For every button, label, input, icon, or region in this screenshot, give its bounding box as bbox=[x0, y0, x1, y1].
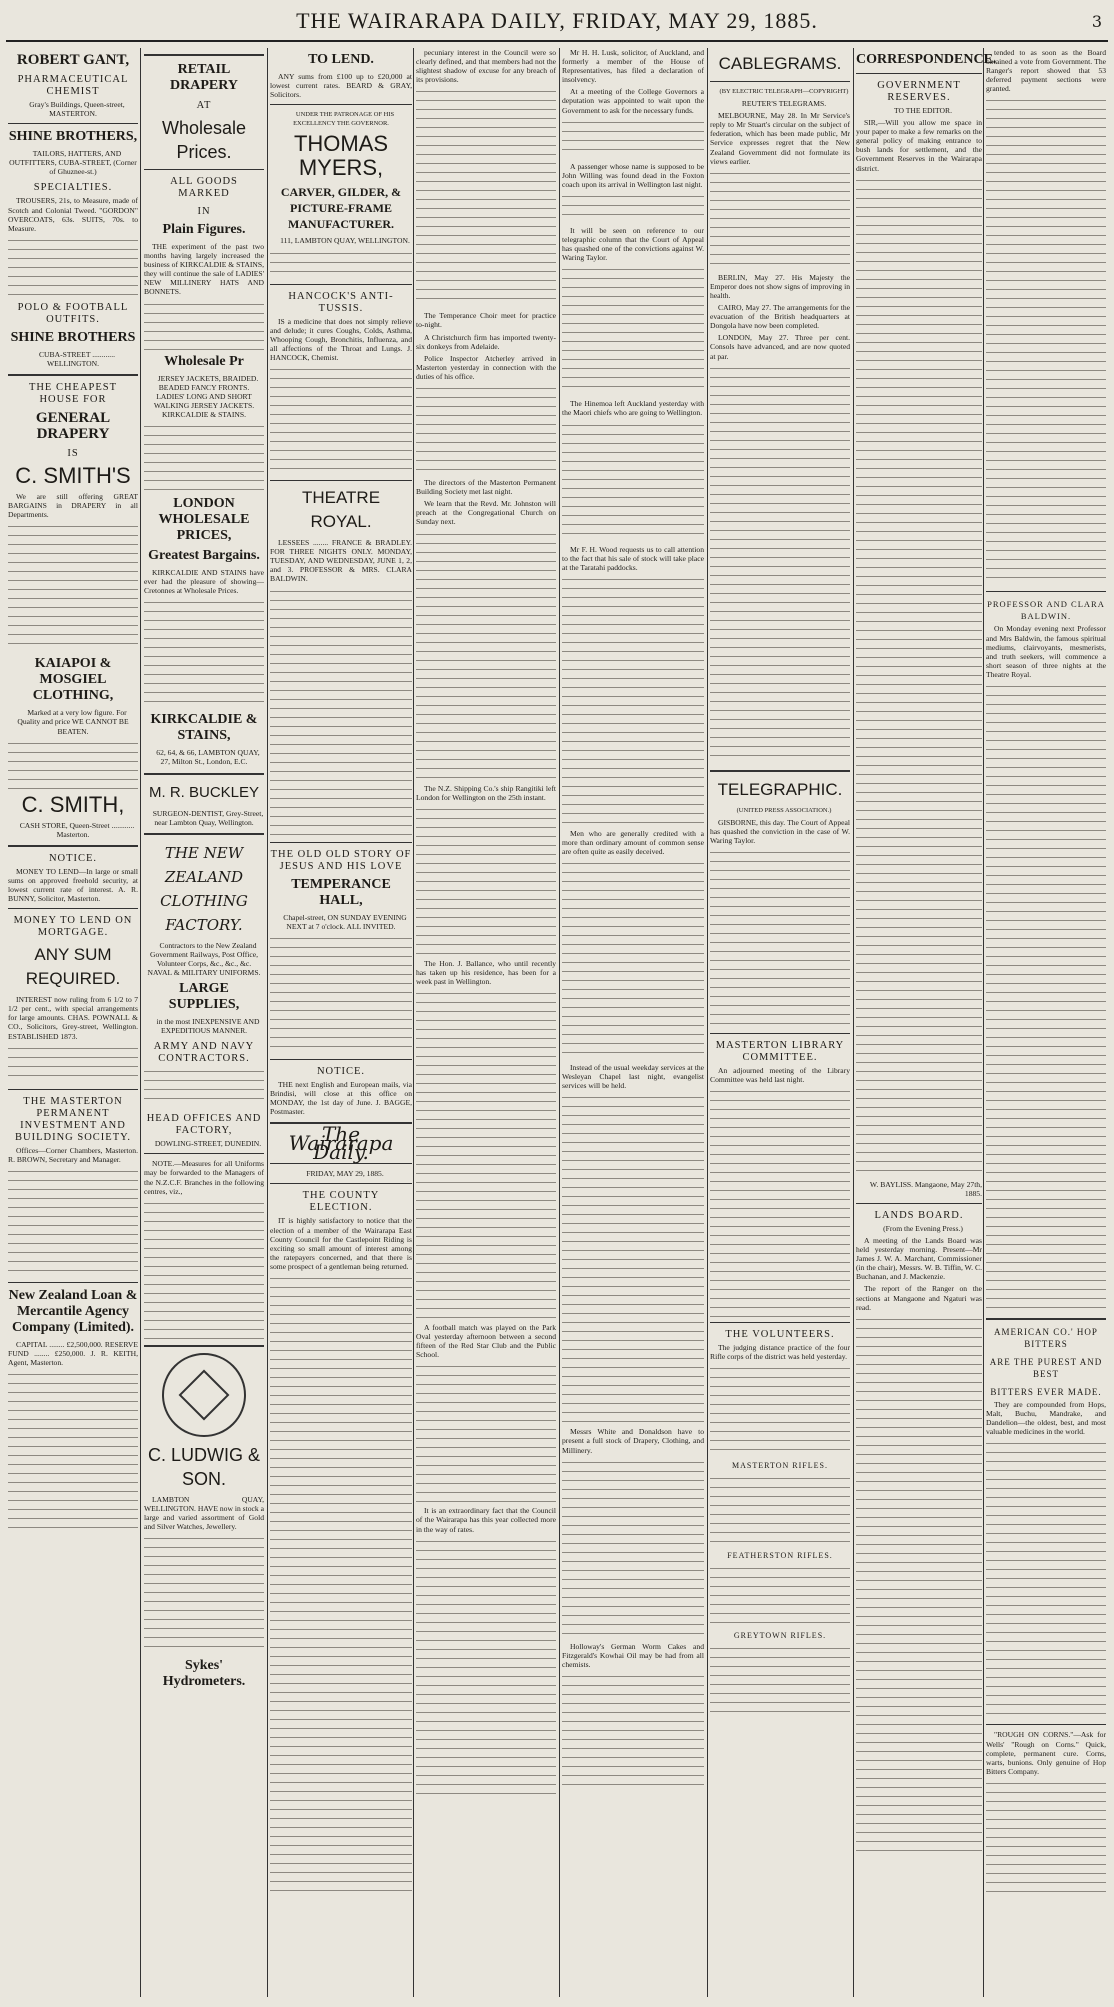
column-2 bbox=[144, 48, 264, 1998]
section-subheading: (UNITED PRESS ASSOCIATION.) bbox=[736, 806, 832, 814]
ad-body-text bbox=[986, 1779, 1106, 1899]
article-body-text bbox=[710, 364, 850, 764]
ad-heading: LARGE SUPPLIES, bbox=[168, 981, 240, 1013]
ad-body-text bbox=[270, 934, 412, 1054]
ad-subheading: PHARMACEUTICAL CHEMIST bbox=[17, 74, 129, 97]
crest-logo bbox=[162, 1353, 246, 1437]
article-signature: W. BAYLISS. Mangaone, May 27th, 1885. bbox=[869, 1179, 982, 1198]
ad-text: CAPITAL ........ £2,500,000. RESERVE FUND ........ £250,000. J. R. KEITH, Agent, Masterton. bbox=[8, 1339, 138, 1367]
article-body-text bbox=[562, 1672, 704, 1792]
newspaper-title: THE WAIRARAPA DAILY, FRIDAY, MAY 29, 1885. bbox=[296, 8, 818, 33]
ad-heading: Wholesale Prices. bbox=[161, 118, 247, 162]
column-separator bbox=[413, 48, 414, 1997]
column-1 bbox=[8, 48, 138, 1998]
article-text: SIR,—Will you allow me space in your paper to make a few remarks on the general policy of making entrance to bush lands for settlement, and the Government Reserves in the Wairarapa district. bbox=[856, 118, 982, 173]
ad-heading: C. SMITH'S bbox=[15, 463, 131, 489]
section-heading: CABLEGRAMS. bbox=[718, 54, 842, 73]
article-body-text bbox=[562, 575, 704, 825]
column-8 bbox=[986, 48, 1106, 1998]
ad-body-text bbox=[986, 1439, 1106, 1719]
article-text: The Hinemoa left Auckland yesterday with the Maori chiefs who are going to Wellington. bbox=[562, 399, 704, 418]
ad-subheading: NOTICE. bbox=[316, 1065, 366, 1077]
ad-subheading: ALL GOODS MARKED bbox=[170, 176, 238, 199]
column-separator bbox=[140, 48, 141, 1997]
page-number: 3 bbox=[1091, 12, 1102, 31]
section-heading: TELEGRAPHIC. bbox=[717, 779, 843, 799]
ad-text: THE next English and European mails, via Brindisi, will close at this office on MONDAY, the 1st day of June. J. BAGGE, Postmaster. bbox=[270, 1079, 412, 1116]
ad-heading: ARE THE PUREST AND BEST bbox=[989, 1357, 1103, 1380]
article-body-text bbox=[562, 1093, 704, 1423]
ad-subheading: HANCOCK'S ANTI-TUSSIS. bbox=[288, 290, 394, 314]
article-body-text bbox=[710, 1474, 850, 1544]
ad-heading: M. R. BUCKLEY bbox=[148, 783, 260, 801]
article-body-text bbox=[416, 805, 556, 955]
article-text: A football match was played on the Park Oval yesterday afternoon between a second fifteen of the Red Star Club and the Public School. bbox=[416, 1322, 556, 1360]
ad-text: INTEREST now ruling from 6 1/2 to 7 1/2 per cent., with special arrangements for large amounts. CHAS. POWNALL & CO., Solicitors, Grey-street, Wellington. ESTABLISHED 1873. bbox=[8, 995, 138, 1041]
ad-text: LESSEES ........ FRANCE & BRADLEY. FOR THREE NIGHTS ONLY. MONDAY, TUESDAY, AND WEDNESDAY, JUNE 1, 2, and 3. PROFESSOR & MRS. CLARA BALDWIN. bbox=[270, 538, 412, 584]
article-body-text bbox=[856, 176, 982, 1176]
article-subheading: GREYTOWN RIFLES. bbox=[733, 1631, 827, 1641]
article-text: It is an extraordinary fact that the Council of the Wairarapa has this year collected more in the way of rates. bbox=[416, 1506, 556, 1534]
article-body-text bbox=[416, 87, 556, 307]
article-body-text bbox=[562, 1458, 704, 1638]
article-body-text bbox=[986, 96, 1106, 586]
article-body-text bbox=[562, 118, 704, 158]
ad-text: CASH STORE, Queen-Street ............ Masterton. bbox=[19, 820, 135, 839]
ad-heading: KIRKCALDIE & STAINS, bbox=[150, 712, 258, 744]
ad-text: UNDER THE PATRONAGE OF HIS EXCELLENCY THE GOVERNOR. bbox=[293, 111, 395, 128]
ad-body-text bbox=[144, 300, 264, 350]
ad-text: We are still offering GREAT BARGAINS in DRAPERY in all Departments. bbox=[8, 492, 138, 520]
article-text: Mr H. H. Lusk, solicitor, of Auckland, and formerly a member of the House of Representatives, has filed a declaration of insolvency. bbox=[562, 48, 704, 85]
article-body-text bbox=[416, 1537, 556, 1797]
ad-heading: KAIAPOI & MOSGIEL CLOTHING, bbox=[32, 656, 114, 704]
ad-body-text bbox=[270, 365, 412, 475]
ad-text: CUBA-STREET ............ WELLINGTON. bbox=[38, 349, 115, 368]
article-text: tended to as soon as the Board obtained a vote from Government. The Ranger's report showed that 53 deferred payment sections were granted. bbox=[986, 48, 1106, 94]
ad-text: "ROUGH ON CORNS."—Ask for Wells' "Rough on Corns." Quick, complete, permanent cure. Corns, warts, bunions. Only genuine of Hop Bitters Company. bbox=[986, 1730, 1106, 1776]
ad-body-text bbox=[144, 598, 264, 708]
ad-heading: ANY SUM REQUIRED. bbox=[25, 945, 121, 989]
ad-body-text bbox=[8, 739, 138, 789]
article-text: It will be seen on reference to our telegraphic column that the Court of Appeal has quashed one of the convictions against W. Waring Taylor. bbox=[562, 225, 704, 263]
ad-heading: C. SMITH, bbox=[21, 791, 125, 817]
column-separator bbox=[853, 48, 854, 1997]
section-subheading: (BY ELECTRIC TELEGRAPH—COPYRIGHT) bbox=[719, 88, 849, 95]
column-4 bbox=[416, 48, 556, 1998]
ad-body-text bbox=[270, 587, 412, 837]
article-heading: THE VOLUNTEERS. bbox=[725, 1329, 835, 1341]
ad-subheading: ARMY AND NAVY CONTRACTORS. bbox=[153, 1041, 255, 1065]
ad-heading: THEATRE ROYAL. bbox=[301, 488, 381, 532]
article-body-text bbox=[710, 1564, 850, 1624]
article-body-text bbox=[562, 192, 704, 222]
article-text: The Hon. J. Ballance, who until recently has taken up his residence, has been for a week past in Wellington. bbox=[416, 958, 556, 986]
ad-subheading: AT bbox=[196, 100, 212, 111]
ad-subheading: SPECIALTIES. bbox=[33, 182, 113, 194]
article-text: Messrs White and Donaldson have to present a full stock of Drapery, Clothing, and Millinery. bbox=[562, 1427, 704, 1455]
article-heading: THE COUNTY ELECTION. bbox=[302, 1190, 380, 1214]
masthead-rule bbox=[6, 40, 1108, 42]
article-text: IT is highly satisfactory to notice that the election of a member of the Wairarapa East County Council for the Castlepoint Riding is exciting so small amount of interest among the ratepayers concerned, and that there is some prospect of a gentleman being returned. bbox=[270, 1216, 412, 1271]
ad-text: DOWLING-STREET, DUNEDIN. bbox=[154, 1139, 262, 1149]
column-7 bbox=[856, 48, 997, 1998]
article-text: At a meeting of the College Governors a deputation was appointed to wait upon the Government to ask for the necessary funds. bbox=[562, 87, 704, 115]
ad-text: 62, 64, & 66, LAMBTON QUAY, 27, Milton St., London, E.C. bbox=[156, 748, 260, 767]
ad-body-text bbox=[144, 1067, 264, 1107]
ad-subheading: POLO & FOOTBALL OUTFITS. bbox=[17, 301, 129, 325]
article-body-text bbox=[856, 1315, 982, 1855]
ad-subheading: MONEY TO LEND ON MORTGAGE. bbox=[13, 915, 133, 939]
ad-heading: LONDON WHOLESALE PRICES, bbox=[158, 496, 250, 544]
section-heading: CORRESPONDENCE. bbox=[856, 52, 997, 67]
article-body-text bbox=[416, 530, 556, 780]
article-body-text bbox=[562, 265, 704, 395]
dateline: FRIDAY, MAY 29, 1885. bbox=[306, 1169, 384, 1179]
ad-heading: Wholesale Pr bbox=[164, 353, 244, 369]
ad-body-text bbox=[8, 236, 138, 296]
ad-text: MONEY TO LEND—In large or small sums on approved freehold security, at lowest current rate of interest. A. R. BUNNY, Solicitor, Masterton. bbox=[8, 866, 138, 904]
ad-body-text bbox=[8, 522, 138, 652]
ad-text: Gray's Buildings, Queen-street, MASTERTON. bbox=[29, 100, 125, 119]
article-text: CAIRO, May 27. The arrangements for the evacuation of the British headquarters at Dongola have now been completed. bbox=[710, 303, 850, 331]
column-separator bbox=[983, 48, 984, 1997]
ad-subheading: IN bbox=[197, 206, 211, 217]
ad-subheading: THE CHEAPEST HOUSE FOR bbox=[28, 382, 118, 406]
ad-text: 111, LAMBTON QUAY, WELLINGTON. bbox=[280, 236, 410, 246]
article-text: Mr F. H. Wood requests us to call attention to the fact that his sale of stock will take place at the Taratahi paddocks. bbox=[562, 544, 704, 572]
article-body-text bbox=[562, 859, 704, 1059]
ad-text: They are compounded from Hops, Malt, Buchu, Mandrake, and Dandelion—the oldest, best, and most valuable medicines in the world. bbox=[986, 1400, 1106, 1437]
ad-text: LAMBTON QUAY, WELLINGTON. HAVE now in stock a large and varied assortment of Gold and Silver Watches, Jewellery. bbox=[144, 1494, 264, 1531]
ad-body-text bbox=[144, 1199, 264, 1339]
article-body-text bbox=[416, 384, 556, 474]
ad-heading: CARVER, GILDER, & PICTURE-FRAME MANUFACTURER. bbox=[280, 185, 402, 232]
article-body-text bbox=[710, 1644, 850, 1714]
ad-subheading: NOTICE. bbox=[48, 852, 98, 864]
article-text: GISBORNE, this day. The Court of Appeal has quashed the conviction in the case of W. Waring Taylor. bbox=[710, 817, 850, 845]
article-body-text bbox=[416, 989, 556, 1319]
article-body-text bbox=[710, 1364, 850, 1454]
ad-heading: AMERICAN CO.' HOP BITTERS bbox=[994, 1327, 1098, 1350]
ad-heading: Greatest Bargains. bbox=[148, 548, 260, 564]
ad-text: Contractors to the New Zealand Government Railways, Post Office, Volunteer Corps, &c., &c., &c. NAVAL & MILITARY UNIFORMS. bbox=[147, 940, 261, 977]
ad-text: SURGEON-DENTIST, Grey-Street, near Lambton Quay, Wellington. bbox=[152, 808, 264, 827]
article-text: MELBOURNE, May 28. In Mr Service's reply to Mr Stuart's circular on the subject of federation, which has been made public, Mr Service expresses regret that the New Zealand Government did not formulate its views earlier. bbox=[710, 111, 850, 166]
article-heading: PROFESSOR AND CLARA BALDWIN. bbox=[987, 599, 1105, 622]
ad-text: THE experiment of the past two months having largely increased the business of KIRKCALDIE & STAINS, they will continue the sale of LADIES' NEW MILLINERY HATS AND BONNETS. bbox=[144, 242, 264, 297]
article-body-text bbox=[710, 169, 850, 269]
masthead bbox=[0, 0, 1114, 44]
article-text: We learn that the Revd. Mr. Johnston will preach at the Congregational Church on Sunday next. bbox=[416, 499, 556, 527]
ad-heading: GENERAL DRAPERY bbox=[35, 410, 111, 443]
ad-subheading: HEAD OFFICES AND FACTORY, bbox=[146, 1113, 262, 1137]
ad-body-text bbox=[270, 249, 412, 279]
ad-text: KIRKCALDIE AND STAINS have ever had the pleasure of showing—Cretonnes at Wholesale Prices. bbox=[144, 568, 264, 596]
article-body-text bbox=[710, 1087, 850, 1317]
article-text: A meeting of the Lands Board was held yesterday morning. Present—Mr James J. W. A. Marchant, Commissioner (in the chair), Messrs. W. B. Tiffin, W. C. Buchanan, and J. Mackenzie. bbox=[856, 1235, 982, 1282]
article-text: BERLIN, May 27. His Majesty the Emperor does not show signs of improving in health. bbox=[710, 272, 850, 300]
article-heading: GOVERNMENT RESERVES. bbox=[877, 80, 961, 103]
article-text: On Monday evening next Professor and Mrs Baldwin, the famous spiritual mediums, clairvoyants, mesmerists, and truth seekers, will commence a short season of three nights at the Theatre Royal. bbox=[986, 624, 1106, 679]
article-text: pecuniary interest in the Council were so clearly defined, and that members had not the slightest shadow of excuse for any breach of its provisions. bbox=[416, 48, 556, 85]
article-text: Men who are generally credited with a more than ordinary amount of common sense are often quite as easily deceived. bbox=[562, 828, 704, 856]
article-body-text bbox=[986, 682, 1106, 1312]
column-3 bbox=[270, 48, 412, 1998]
article-heading: LANDS BOARD. bbox=[874, 1209, 964, 1221]
ad-text: in the most INEXPENSIVE AND EXPEDITIOUS MANNER. bbox=[156, 1017, 260, 1036]
article-body-text bbox=[270, 1274, 412, 1894]
article-text: The N.Z. Shipping Co.'s ship Rangitiki left London for Wellington on the 25th instant. bbox=[416, 783, 556, 802]
article-text: Instead of the usual weekday services at the Wesleyan Chapel last night, evangelist services will be held. bbox=[562, 1063, 704, 1091]
ad-heading: ROBERT GANT, bbox=[16, 52, 130, 68]
ad-heading: RETAIL DRAPERY bbox=[170, 62, 238, 93]
column-6 bbox=[710, 48, 850, 1998]
ad-heading: C. LUDWIG & SON. bbox=[147, 1444, 260, 1489]
ad-heading: Sykes' Hydrometers. bbox=[162, 1658, 246, 1690]
ad-body-text bbox=[8, 1044, 138, 1084]
article-text: LONDON, May 27. Three per cent. Consols have advanced, and are now quoted at par. bbox=[710, 333, 850, 361]
ad-heading: TEMPERANCE HALL, bbox=[291, 876, 391, 908]
ad-body-text bbox=[8, 1370, 138, 1530]
ad-subheading: IS bbox=[67, 448, 79, 460]
ad-heading: New Zealand Loan & Mercantile Agency Company (Limited). bbox=[8, 1287, 138, 1335]
ad-body-text bbox=[144, 422, 264, 492]
ad-body-text bbox=[8, 1167, 138, 1277]
ad-heading: Plain Figures. bbox=[162, 222, 246, 237]
article-body-text bbox=[710, 848, 850, 1028]
article-text: Holloway's German Worm Cakes and Fitzgerald's Kowhai Oil may be had from all chemists. bbox=[562, 1641, 704, 1669]
ad-heading: SHINE BROTHERS, bbox=[8, 129, 138, 145]
ad-text: ANY sums from £100 up to £20,000 at lowest current rates. BEARD & GRAY, Solicitors. bbox=[270, 72, 412, 100]
ad-text: Chapel-street, ON SUNDAY EVENING NEXT at 7 o'clock. ALL INVITED. bbox=[283, 912, 407, 931]
ad-text: JERSEY JACKETS, BRAIDED. BEADED FANCY FRONTS. LADIES' LONG AND SHORT WALKING JERSEY JACKETS. KIRKCALDIE & STAINS. bbox=[153, 373, 259, 419]
newspaper-nameplate: The Wairarapa Daily. bbox=[288, 1122, 394, 1165]
column-5 bbox=[562, 48, 704, 1998]
article-subheading: (From the Evening Press.) bbox=[883, 1223, 963, 1233]
ad-heading: THE NEW ZEALAND CLOTHING FACTORY. bbox=[160, 843, 248, 934]
article-text: The report of the Ranger on the sections at Mangaone and Ngaturi was read. bbox=[856, 1284, 982, 1312]
article-text: An adjourned meeting of the Library Committee was held last night. bbox=[710, 1065, 850, 1085]
ad-body-text bbox=[144, 1534, 264, 1654]
article-text: The directors of the Masterton Permanent Building Society met last night. bbox=[416, 478, 556, 497]
ad-heading: TO LEND. bbox=[308, 52, 374, 67]
article-subheading: FEATHERSTON RIFLES. bbox=[727, 1551, 833, 1561]
ad-text: Marked at a very low figure. For Quality and price WE CANNOT BE BEATEN. bbox=[17, 708, 129, 736]
article-subheading: MASTERTON RIFLES. bbox=[732, 1461, 828, 1471]
article-body-text bbox=[416, 1362, 556, 1502]
ad-subheading: THE MASTERTON PERMANENT INVESTMENT AND BUILDING SOCIETY. bbox=[15, 1095, 131, 1143]
article-text: The judging distance practice of the four Rifle corps of the district was held yesterday. bbox=[710, 1343, 850, 1362]
ad-text: TROUSERS, 21s, to Measure, made of Scotch and Colonial Tweed. "GORDON" OVERCOATS, 63s. SUITS, 70s. to Measure. bbox=[8, 196, 138, 233]
column-separator bbox=[267, 48, 268, 1997]
ad-text: IS a medicine that does not simply relieve and delude; it cures Coughs, Colds, Asthma, Whooping Cough, Bronchitis, Influenza, and all affections of the Throat and Lungs. J. HANCOCK, Chemist. bbox=[270, 316, 412, 362]
ad-text: NOTE.—Measures for all Uniforms may be forwarded to the Managers of the N.Z.C.F. Branches in the following centres, viz., bbox=[144, 1159, 264, 1196]
article-text: A Christchurch firm has imported twenty-six donkeys from Adelaide. bbox=[416, 332, 556, 351]
article-text: The Temperance Choir meet for practice to-night. bbox=[416, 311, 556, 330]
ad-heading: THOMAS MYERS, bbox=[293, 131, 389, 181]
ad-text: Offices—Corner Chambers, Masterton. R. BROWN, Secretary and Manager. bbox=[8, 1145, 138, 1164]
article-body-text bbox=[562, 421, 704, 541]
ad-heading: BITTERS EVER MADE. bbox=[990, 1387, 1102, 1398]
article-text: A passenger whose name is supposed to be John Willing was found dead in the Foxton coach upon its arrival in Wellington last night. bbox=[562, 161, 704, 189]
ad-subheading: THE OLD OLD STORY OF JESUS AND HIS LOVE bbox=[270, 848, 412, 872]
article-text: Police Inspector Atcherley arrived in Masterton yesterday in connection with the duties of his office. bbox=[416, 353, 556, 381]
ad-text: TAILORS, HATTERS, AND OUTFITTERS, CUBA-STREET, (Corner of Ghuznee-st.) bbox=[9, 149, 137, 177]
column-separator bbox=[559, 48, 560, 1997]
section-subheading: REUTER'S TELEGRAMS. bbox=[741, 99, 827, 109]
ad-heading: SHINE BROTHERS bbox=[10, 329, 136, 345]
column-separator bbox=[707, 48, 708, 1997]
article-heading: MASTERTON LIBRARY COMMITTEE. bbox=[715, 1039, 845, 1063]
article-subheading: TO THE EDITOR. bbox=[893, 106, 952, 115]
